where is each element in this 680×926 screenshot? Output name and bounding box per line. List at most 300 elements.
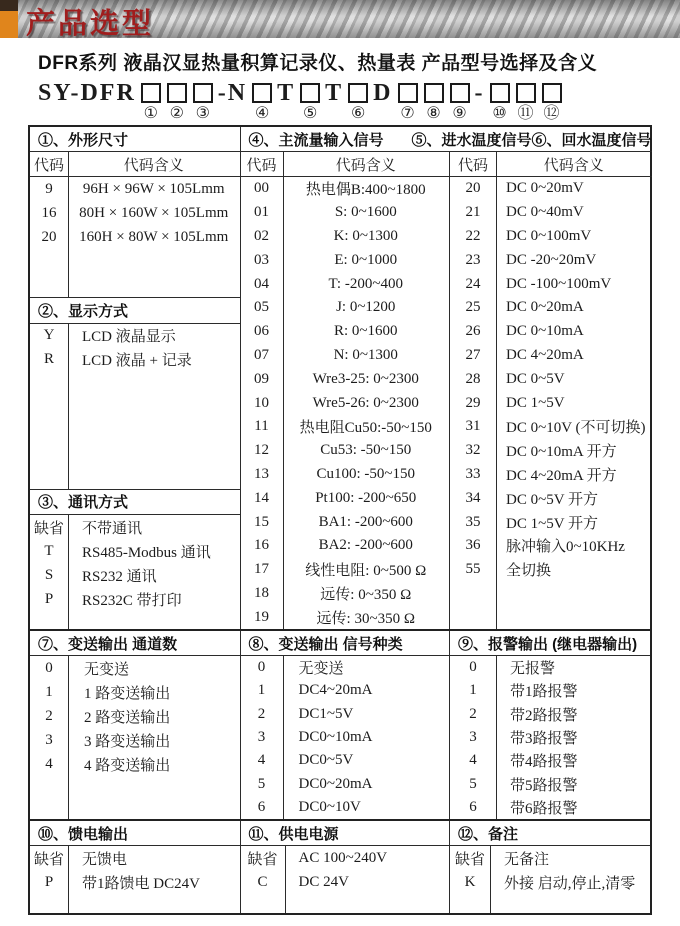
code-cell: 2 [469,705,477,722]
section-6-header: ⑥、回水温度信号 [531,131,652,149]
meaning-cell: DC 0~20mA [506,299,584,316]
table-row [30,704,240,728]
circled-number: ⑪ [517,105,534,122]
meaning-cell: E: 0~1000 [334,251,398,268]
meaning-cell: 无变送 [84,661,130,678]
model-code-line [36,80,680,122]
code-cell: 03 [254,251,269,268]
meaning-cell: DC 4~20mA [506,346,584,363]
table-row [450,772,650,795]
table-row [241,582,450,606]
table-row [241,796,450,819]
section-3-rows [30,515,240,629]
section-7-rows [30,656,240,819]
table-row [241,703,450,726]
table-row [30,348,240,372]
circled-number: ⑩ [492,105,507,122]
section-7-header: ⑦、变送输出 通道数 [30,631,240,656]
meaning-cell: 带1路馈电 DC24V [82,875,200,892]
table-row [450,846,650,870]
meaning-cell: 1 路变送输出 [84,685,171,702]
table-row [450,177,652,201]
model-box-token [348,80,368,122]
model-box-token [398,80,418,122]
section-4-rows [241,177,450,629]
code-cell: 5 [257,775,266,792]
meaning-cell: 全切换 [506,563,552,580]
code-cell: 05 [254,299,269,316]
meaning-cell: 2 路变送输出 [84,709,171,726]
table-block-top [30,127,650,629]
meaning-cell: 不带通讯 [82,520,143,537]
model-box-token [252,80,272,122]
model-box [450,83,470,103]
table-row [241,749,450,772]
code-cell: 04 [254,275,269,292]
code-cell: 24 [465,275,481,292]
code-cell: 10 [254,394,269,411]
section-9-rows [450,656,650,819]
code-cell: 1 [257,682,266,699]
table-row [30,563,240,587]
table-row [450,391,652,415]
section-12-header: ⑫、备注 [450,821,650,846]
table-row [30,201,240,225]
table-row [450,703,650,726]
code-cell: 19 [254,608,269,625]
code-cell: 20 [465,180,481,197]
model-box [300,83,320,103]
meaning-cell: DC 0~100mV [506,227,592,244]
meaning-cell: Wre3-25: 0~2300 [312,370,419,387]
code-cell: 4 [45,755,53,772]
sections-4-5-6-header [241,127,652,152]
banner-accent-orange [0,11,18,38]
code-cell: 07 [254,346,269,363]
column-right [450,631,650,819]
meaning-cell: 无报警 [510,661,556,678]
meaning-cell: Pt100: -200~650 [315,489,417,506]
meaning-cell: 80H × 160W × 105Lmm [79,204,229,221]
meaning-cell: 带5路报警 [510,777,578,794]
table-row [241,344,450,368]
section-5-6-rows [450,177,652,629]
model-box-token [167,80,187,122]
section-5-6-column-headers [450,152,652,177]
column-header-meaning: 代码含义 [335,157,396,174]
table-row [30,177,240,201]
circled-number: ④ [254,105,270,122]
table-row [241,367,450,391]
circled-number: ① [143,105,158,122]
model-box [252,83,272,103]
column-header-code: 代码 [33,157,64,174]
model-box [167,83,187,103]
code-cell: 2 [45,707,53,724]
table-row [450,679,650,702]
table-row [450,656,650,679]
meaning-cell: BA2: -200~600 [318,537,413,554]
model-box-token [490,80,510,122]
section-3-header: ③、通讯方式 [30,489,240,516]
table-row [30,870,240,894]
table-row [450,510,652,534]
table-row [450,870,650,894]
model-box-token [424,80,444,122]
table-row [241,415,450,439]
meaning-cell: DC0~5V [298,752,354,769]
code-cell: 缺省 [33,851,64,868]
code-cell: 1 [469,682,477,699]
table-row [30,846,240,870]
meaning-cell: 外接 启动,停止,清零 [504,875,636,892]
table-block-bottom [30,819,650,913]
table-row [241,679,450,702]
code-cell: 23 [465,251,481,268]
meaning-cell: RS232 通讯 [82,568,157,585]
model-letters: - [474,80,485,106]
section-11-rows [241,846,450,913]
code-cell: 12 [254,442,269,459]
table-row [450,320,652,344]
column-left [30,631,241,819]
code-cell: 21 [465,204,481,221]
code-cell: 9 [45,180,53,197]
code-cell: 55 [465,561,481,578]
table-row [241,558,450,582]
code-cell: 29 [465,394,481,411]
meaning-cell: 3 路变送输出 [84,733,171,750]
meaning-cell: 4 路变送输出 [84,757,171,774]
table-row [450,225,652,249]
meaning-cell: DC 0~5V [506,370,565,387]
code-cell: 1 [45,683,53,700]
table-row [241,486,450,510]
model-letters: D [373,80,393,106]
section-2-header: ②、显示方式 [30,297,240,324]
meaning-cell: DC -20~20mV [506,251,597,268]
meaning-cell: DC 0~20mV [506,180,584,197]
table-row [241,391,450,415]
meaning-cell: 热电阻Cu50:-50~150 [299,420,432,437]
table-row [450,558,652,582]
meaning-cell: BA1: -200~600 [318,513,413,530]
table-row [241,463,450,487]
model-box-token [300,80,320,122]
meaning-cell: 无备注 [504,851,550,868]
meaning-cell: 无变送 [298,661,344,678]
table-row [450,201,652,225]
table-row [30,539,240,563]
meaning-cell: 带4路报警 [510,754,578,771]
code-cell: 00 [254,180,269,197]
table-row [30,728,240,752]
meaning-cell: DC4~20mA [298,682,373,699]
code-cell: 16 [41,204,57,221]
table-row [241,846,450,870]
meaning-cell: S: 0~1600 [334,204,397,221]
model-box [516,83,536,103]
column-right [450,152,652,629]
code-cell: 01 [254,204,269,221]
table-row [241,439,450,463]
circled-number: ⑥ [350,105,366,122]
banner-accent-dark [0,0,18,11]
code-cell: 17 [254,561,269,578]
section-9-header: ⑨、报警输出 (继电器输出) [450,631,650,656]
meaning-cell: DC 1~5V 开方 [506,515,599,532]
code-cell: 32 [465,442,481,459]
meaning-cell: 带6路报警 [510,800,578,817]
meaning-cell: R: 0~1600 [333,323,398,340]
table-row [241,201,450,225]
meaning-cell: DC 4~20mA 开方 [506,467,617,484]
model-box-token [141,80,161,122]
column-middle [241,152,451,629]
meaning-cell: DC 0~10mA 开方 [506,444,617,461]
meaning-cell: DC 0~5V 开方 [506,491,599,508]
section-1-header: ①、外形尺寸 [30,127,240,152]
meaning-cell: 96H × 96W × 105Lmm [82,180,225,197]
column-right [450,821,650,913]
meaning-cell: LCD 液晶显示 [82,329,176,345]
model-letters: T [277,80,296,106]
table-row [450,486,652,510]
code-cell: 02 [254,227,269,244]
section-8-rows [241,656,450,819]
code-cell: 22 [465,227,481,244]
code-cell: 33 [465,465,481,482]
table-row [241,177,450,201]
table-row [241,225,450,249]
code-cell: 13 [254,465,269,482]
meaning-cell: 带3路报警 [510,730,578,747]
code-cell: 5 [469,775,477,792]
table-row [241,248,450,272]
meaning-cell: DC1~5V [298,705,354,722]
section-10-rows [30,846,240,913]
column-header-meaning: 代码含义 [123,157,184,174]
code-cell: P [44,590,54,607]
meaning-cell: LCD 液晶 + 记录 [82,353,192,369]
circled-number: ⑫ [543,105,560,122]
meaning-cell: DC -100~100mV [506,275,612,292]
meaning-cell: DC0~10mA [298,728,373,745]
code-cell: 4 [257,752,266,769]
table-row [450,344,652,368]
code-cell: 35 [465,513,481,530]
model-letters: -N [217,80,248,106]
code-cell: 4 [469,752,477,769]
circled-number: ⑧ [426,105,441,122]
column-left [30,821,241,913]
meaning-cell: DC 0~10V (不可切换) [506,420,646,437]
code-cell: 16 [254,537,269,554]
model-letters: SY-DFR [38,80,136,106]
code-cell: 06 [254,323,269,340]
page-title: 产品选型 [26,8,155,40]
table-row [241,870,450,894]
section-8-header: ⑧、变送输出 信号种类 [241,631,450,656]
meaning-cell: DC0~20mA [298,775,373,792]
code-cell: 27 [465,346,481,363]
code-cell: 0 [257,659,266,676]
table-row [241,772,450,795]
section-1-column-headers [30,152,240,177]
code-cell: 20 [41,228,57,245]
model-box-token [193,80,213,122]
column-header-code: 代码 [246,157,277,174]
meaning-cell: K: 0~1300 [333,227,398,244]
code-cell: 31 [465,418,481,435]
section-2-rows [30,324,240,489]
meaning-cell: 热电偶B:400~1800 [305,182,426,199]
circled-number: ⑨ [452,105,467,122]
table-block-middle [30,629,650,819]
code-cell: 15 [254,513,269,530]
meaning-cell: N: 0~1300 [333,346,398,363]
code-cell: S [44,566,54,583]
column-middle [241,631,451,819]
code-cell: T [44,542,54,559]
code-cell: 09 [254,370,269,387]
subtitle: DFR系列 液晶汉显热量积算记录仪、热量表 产品型号选择及含义 [38,53,598,74]
code-cell: 36 [465,537,481,554]
meaning-cell: RS232C 带打印 [82,592,182,609]
section-12-rows [450,846,650,913]
meaning-cell: 脉冲输入0~10KHz [506,539,625,556]
code-cell: 缺省 [247,851,278,868]
table-row [241,320,450,344]
table-row [241,534,450,558]
column-left [30,127,241,629]
section-4-header: ④、主流量输入信号 [248,131,384,149]
section-10-header: ⑩、馈电输出 [30,821,240,846]
table-row [30,752,240,776]
circled-number: ③ [195,105,210,122]
model-box-token [450,80,470,122]
code-cell: P [44,873,54,890]
meaning-cell: Wre5-26: 0~2300 [312,394,419,411]
table-row [450,296,652,320]
table-row [450,248,652,272]
meaning-cell: DC 0~40mV [506,204,584,221]
table-row [450,272,652,296]
code-cell: R [43,351,54,367]
meaning-cell: DC0~10V [298,798,361,815]
code-cell: 28 [465,370,481,387]
table-row [241,726,450,749]
meaning-cell: T: -200~400 [328,275,403,292]
code-cell: 0 [469,659,477,676]
code-cell: 18 [254,584,269,601]
code-cell: 缺省 [454,851,485,868]
table-row [241,272,450,296]
code-cell: 3 [257,728,266,745]
model-box [141,83,161,103]
model-box-token [516,80,536,122]
meaning-cell: DC 24V [298,873,349,890]
section-11-header: ⑪、供电电源 [241,821,450,846]
model-box [348,83,368,103]
section-5-header: ⑤、进水温度信号 [411,131,532,149]
code-cell: 3 [45,731,53,748]
code-cell: 14 [254,489,269,506]
code-cell: 34 [465,489,481,506]
page-banner [0,0,680,38]
code-cell: 0 [45,659,53,676]
meaning-cell: 160H × 80W × 105Lmm [79,228,229,245]
meaning-cell: DC 1~5V [506,394,565,411]
table-row [450,749,650,772]
meaning-cell: Cu100: -50~150 [316,465,416,482]
table-row [450,463,652,487]
model-box [193,83,213,103]
code-cell: Y [43,327,55,343]
model-box [424,83,444,103]
table-row [450,726,650,749]
table-row [30,587,240,611]
table-row [450,534,652,558]
meaning-cell: 带2路报警 [510,707,578,724]
model-letters: T [325,80,344,106]
column-header-code: 代码 [457,157,488,174]
table-row [450,367,652,391]
circled-number: ② [169,105,184,122]
column-middle [241,821,451,913]
meaning-cell: DC 0~10mA [506,323,584,340]
column-header-meaning: 代码含义 [543,157,604,174]
code-cell: 6 [257,798,266,815]
section-4-column-headers [241,152,450,177]
meaning-cell: 远传: 0~350 Ω [320,586,412,603]
code-cell: 26 [465,323,481,340]
code-cell: 11 [254,418,269,435]
meaning-cell: 线性电阻: 0~500 Ω [305,563,427,580]
table-row [241,296,450,320]
table-row [450,796,650,819]
meaning-cell: 带1路报警 [510,684,578,701]
code-cell: 25 [465,299,481,316]
model-box-token [542,80,562,122]
table-row [450,415,652,439]
meaning-cell: 无馈电 [82,851,128,868]
meaning-cell: AC 100~240V [298,849,388,866]
table-row [30,225,240,249]
model-box [398,83,418,103]
circled-number: ⑤ [302,105,318,122]
code-cell: 缺省 [33,520,64,537]
meaning-cell: RS485-Modbus 通讯 [82,544,211,561]
table-row [241,510,450,534]
model-box [490,83,510,103]
code-cell: K [464,873,476,890]
table-row [450,439,652,463]
table-row [30,680,240,704]
meaning-cell: Cu53: -50~150 [320,442,412,459]
table-row [30,324,240,348]
code-cell: C [257,873,268,890]
model-box [542,83,562,103]
selection-table [28,125,652,915]
table-row [241,605,450,629]
table-row [30,656,240,680]
code-cell: 3 [469,728,477,745]
meaning-cell: J: 0~1200 [336,299,396,316]
code-cell: 2 [257,705,266,722]
table-row [241,656,450,679]
column-right-area [241,127,652,629]
